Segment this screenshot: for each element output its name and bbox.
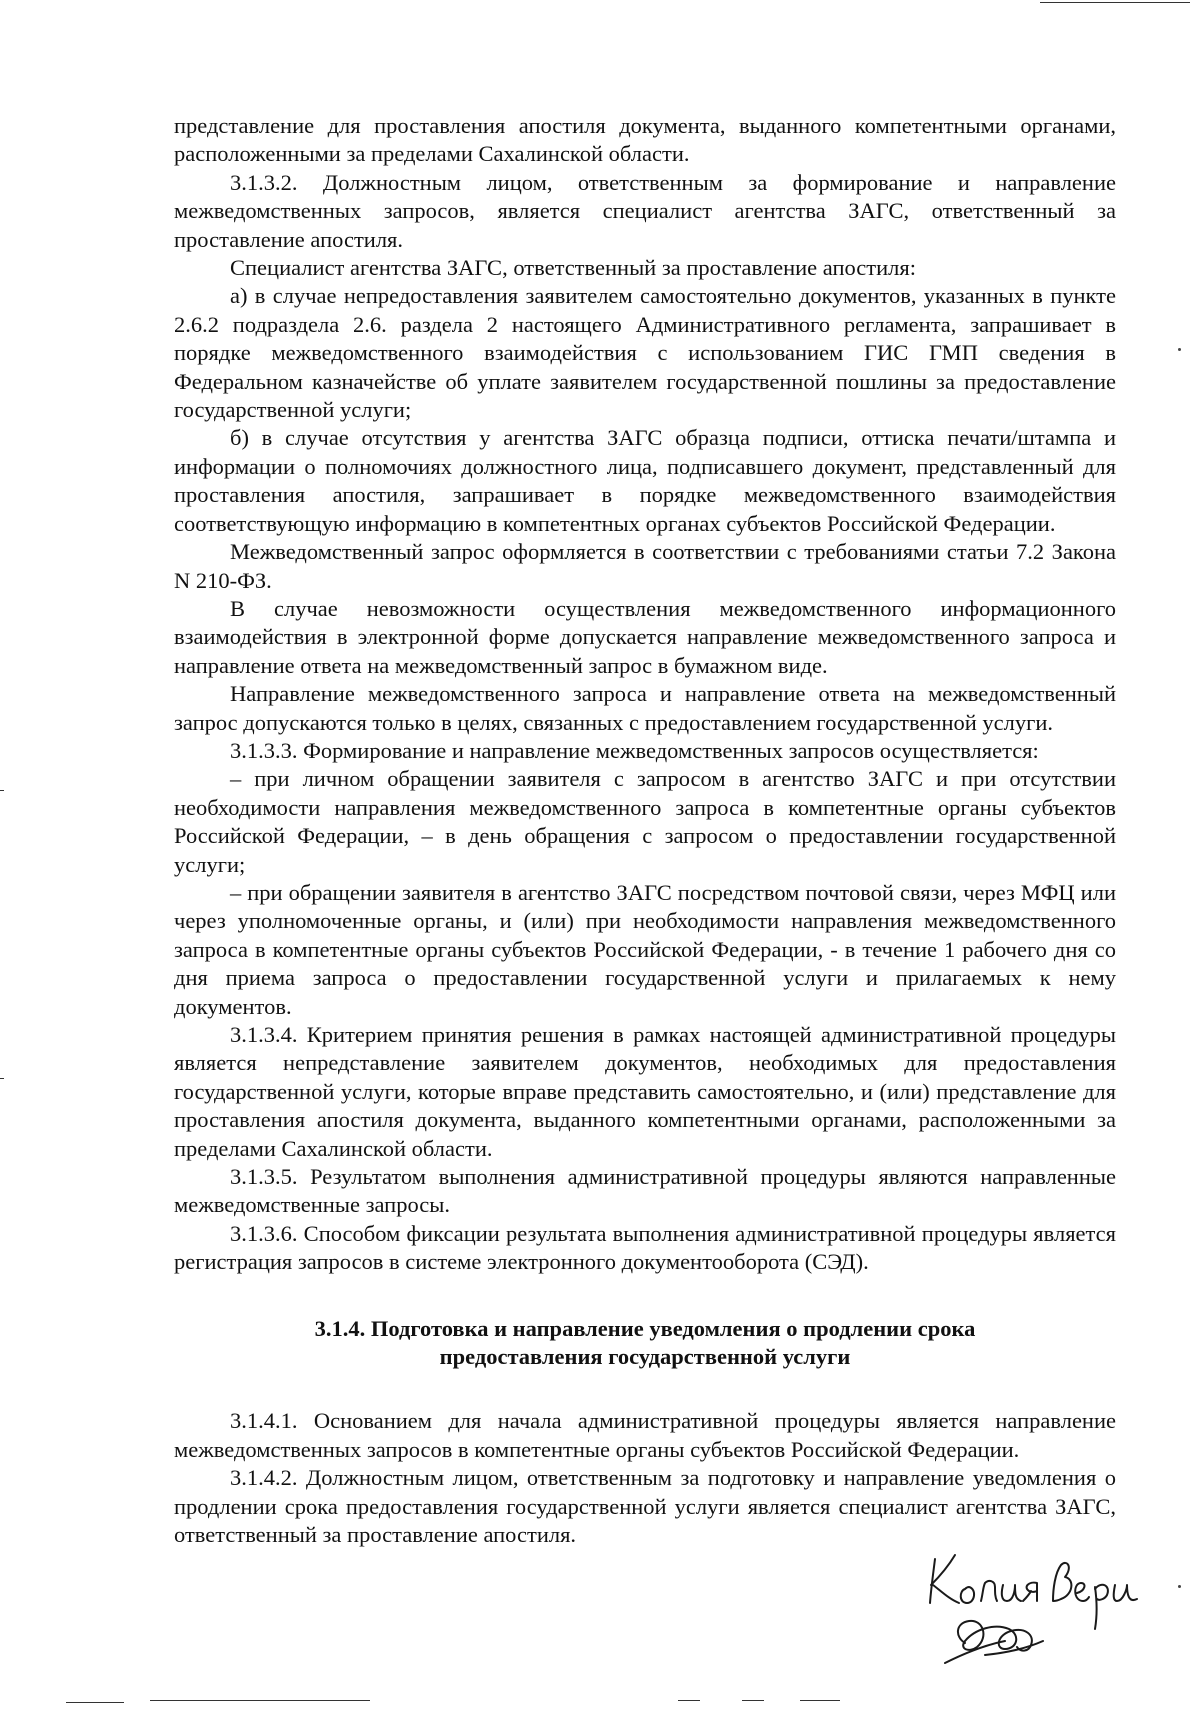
paragraph: представление для проставления апостиля документа, выданного компетентными органами, расположенными за пределами Сахалинской области. — [174, 113, 1116, 167]
scan-artifact-dot — [1178, 1585, 1181, 1588]
paragraph: В случае невозможности осуществления межведомственного информационного взаимодействия в электронной форме допускается направление межведомственного запроса и направление ответа на межведомственный запрос в бумажном виде. — [174, 595, 1116, 678]
paragraph: 3.1.3.2. Должностным лицом, ответственным за формирование и направление межведомственных запросов, является специалист агентства ЗАГС, ответственный за проставление апостиля. — [174, 169, 1116, 252]
scan-artifact-dot — [1178, 348, 1181, 351]
scan-artifact-bottom — [678, 1700, 700, 1701]
paragraph: – при обращении заявителя в агентство ЗАГС посредством почтовой связи, через МФЦ или через уполномоченные органы, и (или) при необходимости направления межведомственного запроса в компетентные органы субъектов Российской Федерации, - в течение 1 рабочего дня со дня приема запроса о предоставлении государственной услуги и прилагаемых к нему документов. — [174, 879, 1116, 1019]
paragraph: 3.1.3.6. Способом фиксации результата выполнения административной процедуры является регистрация запросов в системе электронного документооборота (СЭД). — [174, 1220, 1116, 1275]
scan-artifact-top — [1040, 2, 1190, 3]
scan-artifact-bottom — [800, 1700, 840, 1701]
section-heading-line1: 3.1.4. Подготовка и направление уведомления о продлении срока — [314, 1315, 976, 1341]
paragraph: б) в случае отсутствия у агентства ЗАГС образца подписи, оттиска печати/штампа и информации о полномочиях должностного лица, подписавшего документ, представленный для проставления апостиля, запрашивает в порядке межведомственного взаимодействия соответствующую информацию в компетентных органах субъектов Российской Федерации. — [174, 425, 1116, 536]
paragraph: 3.1.4.1. Основанием для начала административной процедуры является направление межведомственных запросов в компетентные органы субъектов Российской Федерации. — [174, 1408, 1116, 1462]
paragraph: Межведомственный запрос оформляется в соответствии с требованиями статьи 7.2 Закона N 210-ФЗ. — [174, 539, 1116, 593]
section-heading — [234, 1315, 1056, 1372]
paragraph: а) в случае непредоставления заявителем самостоятельно документов, указанных в пункте 2.6.2 подраздела 2.6. раздела 2 настоящего Административного регламента, запрашивает в порядке межведомственного взаимодействия с использованием ГИС ГМП сведения в Федеральном казначействе об уплате заявителем государственной пошлины за предоставление государственной услуги; — [174, 283, 1116, 423]
paragraph: Направление межведомственного запроса и направление ответа на межведомственный запрос допускаются только в целях, связанных с предоставлением государственной услуги. — [174, 681, 1116, 735]
paragraph: Специалист агентства ЗАГС, ответственный за проставление апостиля: — [230, 255, 916, 281]
paragraph: 3.1.4.2. Должностным лицом, ответственным за подготовку и направление уведомления о продлении срока предоставления государственной услуги является специалист агентства ЗАГС, ответственный за проставление апостиля. — [174, 1465, 1116, 1548]
handwritten-signature — [925, 1545, 1145, 1675]
paragraph: 3.1.3.3. Формирование и направление межведомственных запросов осуществляется: — [230, 737, 1039, 763]
scan-artifact-bottom — [150, 1700, 370, 1701]
document-body — [174, 112, 1116, 1550]
scan-artifact-bottom — [66, 1702, 124, 1703]
section-heading-line2: предоставления государственной услуги — [439, 1344, 851, 1370]
paragraph: – при личном обращении заявителя с запросом в агентство ЗАГС и при отсутствии необходимости направления межведомственного запроса в компетентные органы субъектов Российской Федерации, – в день обращения с запросом о предоставлении государственной услуги; — [174, 766, 1116, 877]
paragraph: 3.1.3.5. Результатом выполнения административной процедуры являются направленные межведомственные запросы. — [174, 1164, 1116, 1218]
paragraph: 3.1.3.4. Критерием принятия решения в рамках настоящей административной процедуры является непредставление заявителем документов, необходимых для предоставления государственной услуги, которые вправе представить самостоятельно, и (или) представление для проставления апостиля документа, выданного компетентными органами, расположенными за пределами Сахалинской области. — [174, 1022, 1116, 1161]
scan-artifact-left — [0, 1078, 4, 1079]
scan-artifact-left — [0, 790, 4, 791]
scan-artifact-bottom — [742, 1700, 764, 1701]
